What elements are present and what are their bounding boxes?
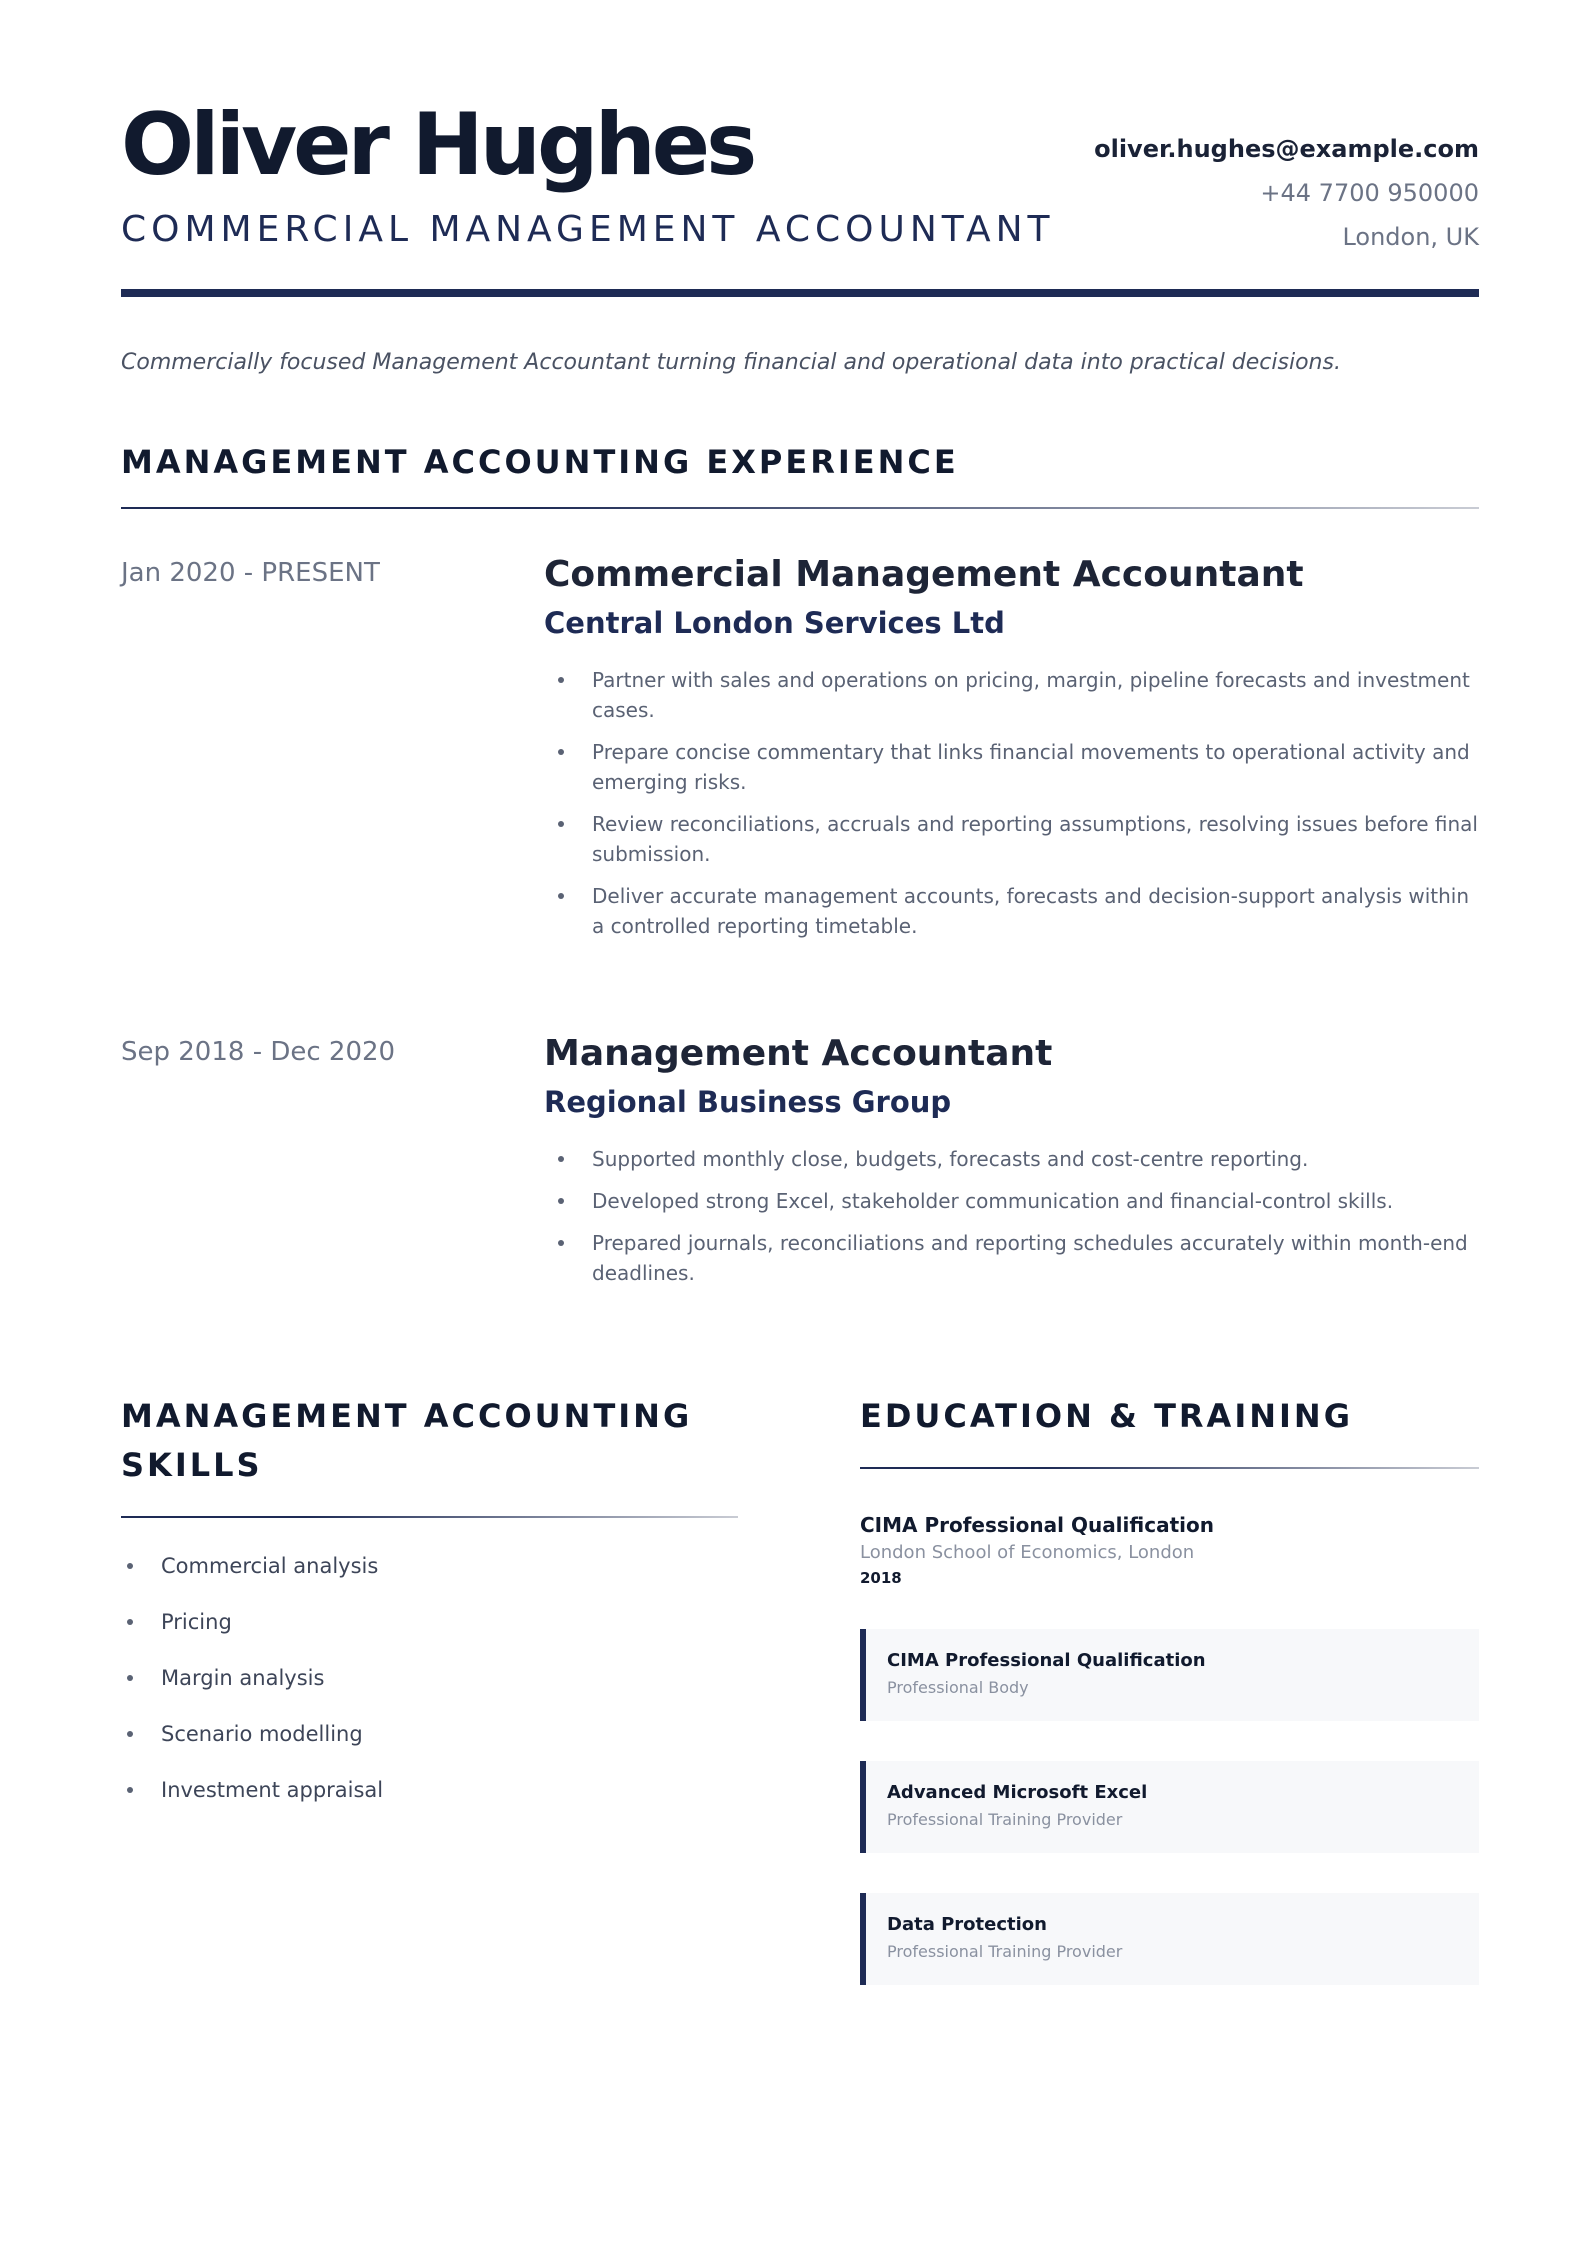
bullet-dot-icon [558,821,564,827]
bullet-dot-icon [558,1240,564,1246]
bullet-dot-icon [558,1156,564,1162]
job-details [544,1032,1479,1300]
job-bullet [544,809,1479,869]
job-bullet [544,1228,1479,1288]
skill-list [121,1551,738,1805]
education-section-title: EDUCATION & TRAINING [860,1397,1353,1435]
bullet-dot-icon [558,677,564,683]
experience-section-title: MANAGEMENT ACCOUNTING EXPERIENCE [121,443,959,481]
skill-item [121,1551,738,1581]
job-bullet [544,881,1479,941]
job-dates: Jan 2020 - PRESENT [121,558,380,588]
job-bullet-text: Prepared journals, reconciliations and reporting schedules accurately within month-end deadlines. [592,1231,1468,1285]
skill-item [121,1775,738,1805]
job-bullet-text: Developed strong Excel, stakeholder communication and financial-control skills. [592,1189,1394,1213]
header-divider [121,289,1479,297]
education-entry [860,1511,1479,1589]
education-year: 2018 [860,1569,902,1587]
job-bullet-text: Review reconciliations, accruals and reporting assumptions, resolving issues before final submission. [592,812,1478,866]
profile-summary: Commercially focused Management Accountant turning financial and operational data into practical decisions. [121,350,1341,375]
job-title: Management Accountant [544,1033,1053,1074]
education-section [860,1392,1479,1985]
bullet-dot-icon [558,749,564,755]
certification-issuer: Professional Training Provider [887,1810,1123,1829]
skill-item [121,1663,738,1693]
bullet-dot-icon [558,1198,564,1204]
certification-title: CIMA Professional Qualification [887,1650,1206,1671]
skill-text: Margin analysis [161,1666,325,1690]
bullet-dot-icon [127,1563,133,1569]
job-bullet-text: Prepare concise commentary that links financial movements to operational activity and emerging risks. [592,740,1470,794]
skill-text: Investment appraisal [161,1778,384,1802]
job-bullet-list [544,1144,1479,1288]
candidate-name: Oliver Hughes [121,95,754,195]
job-title: Commercial Management Accountant [544,554,1304,595]
job-company: Central London Services Ltd [544,606,1005,640]
certification-card [860,1629,1479,1721]
skills-section [121,1392,738,1831]
bullet-dot-icon [127,1731,133,1737]
skill-text: Pricing [161,1610,232,1634]
certification-issuer: Professional Body [887,1678,1029,1697]
job-bullet [544,1186,1479,1216]
job-bullet-list [544,665,1479,941]
experience-section-divider [121,507,1479,509]
resume-page [121,0,1479,2246]
skill-item [121,1607,738,1637]
skill-item [121,1719,738,1749]
job-company: Regional Business Group [544,1085,952,1119]
certification-issuer: Professional Training Provider [887,1942,1123,1961]
resume-header [121,95,1479,295]
skill-text: Commercial analysis [161,1554,379,1578]
skill-text: Scenario modelling [161,1722,363,1746]
education-qualification: CIMA Professional Qualification [860,1513,1214,1537]
job-bullet [544,737,1479,797]
contact-email[interactable]: oliver.hughes@example.com [1094,135,1479,163]
certification-card [860,1761,1479,1853]
certification-card [860,1893,1479,1985]
bullet-dot-icon [127,1619,133,1625]
education-institution: London School of Economics, London [860,1542,1195,1563]
skills-section-title: MANAGEMENT ACCOUNTING SKILLS [121,1397,693,1484]
contact-location: London, UK [1342,223,1479,251]
bullet-dot-icon [127,1787,133,1793]
education-section-divider [860,1467,1479,1469]
candidate-role: COMMERCIAL MANAGEMENT ACCOUNTANT [121,209,1055,250]
job-details [544,553,1479,953]
certification-title: Data Protection [887,1914,1047,1935]
job-bullet [544,1144,1479,1174]
contact-phone: +44 7700 950000 [1260,179,1479,207]
job-dates: Sep 2018 - Dec 2020 [121,1037,396,1067]
bullet-dot-icon [558,893,564,899]
certification-title: Advanced Microsoft Excel [887,1782,1148,1803]
job-bullet-text: Deliver accurate management accounts, forecasts and decision-support analysis within a controlled reporting timetable. [592,884,1470,938]
job-bullet [544,665,1479,725]
job-bullet-text: Partner with sales and operations on pricing, margin, pipeline forecasts and investment cases. [592,668,1470,722]
bullet-dot-icon [127,1675,133,1681]
skills-section-divider [121,1516,738,1518]
contact-block [1094,127,1479,259]
job-bullet-text: Supported monthly close, budgets, forecasts and cost-centre reporting. [592,1147,1309,1171]
